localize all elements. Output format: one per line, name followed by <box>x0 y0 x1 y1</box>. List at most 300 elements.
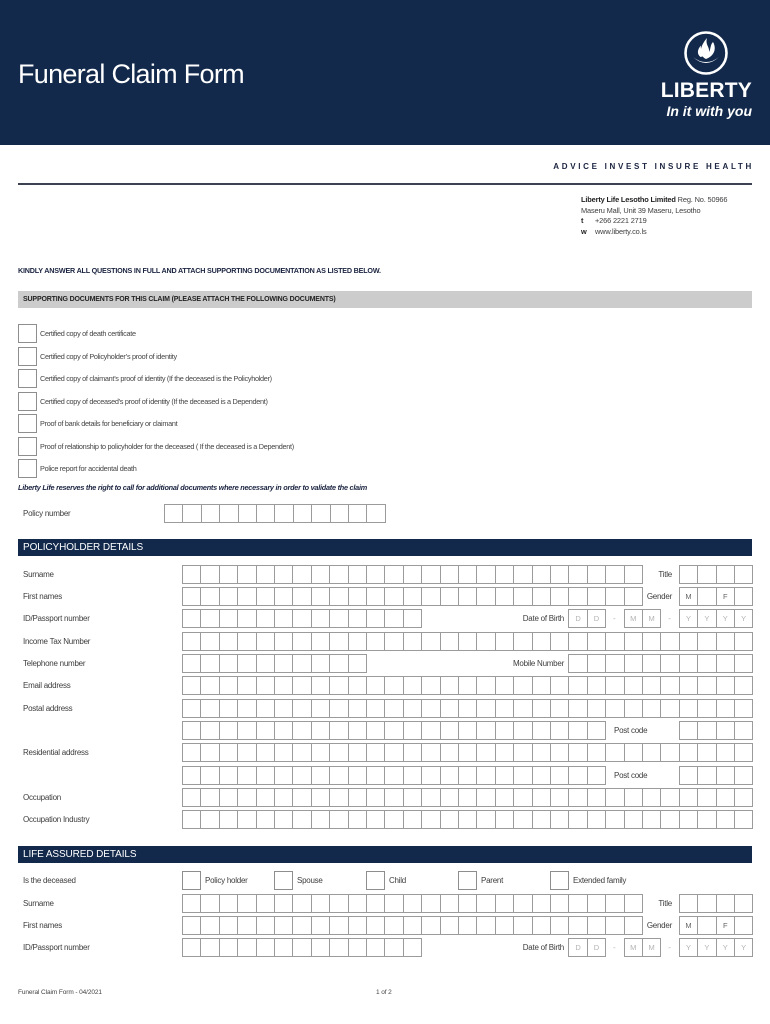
ph-title-boxes[interactable] <box>679 565 754 584</box>
la-id-boxes[interactable] <box>182 938 422 957</box>
ph-income-tax-box-3[interactable] <box>219 632 238 651</box>
la-first-names-box-16[interactable] <box>458 916 477 935</box>
la-surname-box-14[interactable] <box>421 894 440 913</box>
ph-email-box-7[interactable] <box>292 676 311 695</box>
la-surname-box-15[interactable] <box>440 894 459 913</box>
ph-email-box-4[interactable] <box>237 676 256 695</box>
ph-residential-line1-box-1[interactable] <box>182 743 201 762</box>
doc-checkbox[interactable] <box>18 459 37 478</box>
ph-occupation-industry-box-21[interactable] <box>550 810 569 829</box>
ph-occupation-industry-box-16[interactable] <box>458 810 477 829</box>
ph-first-names-box-23[interactable] <box>587 587 606 606</box>
ph-dob-month-box-1[interactable]: M <box>624 609 643 628</box>
ph-first-names-box-25[interactable] <box>624 587 643 606</box>
ph-first-names-box-17[interactable] <box>476 587 495 606</box>
option-policy-holder[interactable] <box>182 871 272 890</box>
ph-email-box-11[interactable] <box>366 676 385 695</box>
la-first-names-box-18[interactable] <box>495 916 514 935</box>
ph-occupation-industry-box-11[interactable] <box>366 810 385 829</box>
ph-postal-line1-box-11[interactable] <box>366 699 385 718</box>
ph-residential-line1-box-28[interactable] <box>679 743 698 762</box>
ph-residential-line2-box-21[interactable] <box>550 766 569 785</box>
ph-email-box-1[interactable] <box>182 676 201 695</box>
la-surname-box-8[interactable] <box>311 894 330 913</box>
la-first-names-box-7[interactable] <box>292 916 311 935</box>
ph-occupation-industry-box-25[interactable] <box>624 810 643 829</box>
ph-occupation-industry-box-6[interactable] <box>274 810 293 829</box>
ph-residential-line2-box-18[interactable] <box>495 766 514 785</box>
la-surname-box-22[interactable] <box>568 894 587 913</box>
ph-id-box-13[interactable] <box>403 609 422 628</box>
ph-residential-line1-boxes[interactable] <box>182 743 753 762</box>
la-title-box-4[interactable] <box>734 894 753 913</box>
doc-checkbox[interactable] <box>18 324 37 343</box>
ph-occupation-box-13[interactable] <box>403 788 422 807</box>
ph-postal-line2-box-4[interactable] <box>237 721 256 740</box>
ph-postal-line1-box-30[interactable] <box>716 699 735 718</box>
ph-residential-line1-box-4[interactable] <box>237 743 256 762</box>
ph-residential-line1-box-6[interactable] <box>274 743 293 762</box>
ph-postal-line1-box-1[interactable] <box>182 699 201 718</box>
ph-residential-line1-box-19[interactable] <box>513 743 532 762</box>
ph-email-boxes[interactable] <box>182 676 753 695</box>
ph-postal-line1-box-12[interactable] <box>384 699 403 718</box>
ph-occupation-industry-box-31[interactable] <box>734 810 753 829</box>
doc-item-bank-details[interactable] <box>18 414 538 433</box>
ph-residential-line2-box-6[interactable] <box>274 766 293 785</box>
ph-postal-line2-boxes[interactable] <box>182 721 606 740</box>
ph-occupation-industry-box-15[interactable] <box>440 810 459 829</box>
ph-postal-line2-box-19[interactable] <box>513 721 532 740</box>
ph-income-tax-box-17[interactable] <box>476 632 495 651</box>
la-surname-box-2[interactable] <box>200 894 219 913</box>
ph-occupation-industry-box-12[interactable] <box>384 810 403 829</box>
ph-gender-male-box[interactable]: M <box>679 587 698 606</box>
ph-postal-line1-box-5[interactable] <box>256 699 275 718</box>
ph-surname-box-16[interactable] <box>458 565 477 584</box>
la-first-names-box-23[interactable] <box>587 916 606 935</box>
extended-family-checkbox[interactable] <box>550 871 569 890</box>
ph-residential-line1-box-13[interactable] <box>403 743 422 762</box>
ph-occupation-box-2[interactable] <box>200 788 219 807</box>
la-id-box-12[interactable] <box>384 938 403 957</box>
ph-residential-line2-box-1[interactable] <box>182 766 201 785</box>
ph-mobile-box-3[interactable] <box>605 654 624 673</box>
ph-postal-line1-box-27[interactable] <box>660 699 679 718</box>
la-surname-box-17[interactable] <box>476 894 495 913</box>
ph-occupation-industry-box-17[interactable] <box>476 810 495 829</box>
ph-income-tax-box-2[interactable] <box>200 632 219 651</box>
ph-surname-box-14[interactable] <box>421 565 440 584</box>
ph-postal-line1-box-26[interactable] <box>642 699 661 718</box>
ph-email-box-20[interactable] <box>532 676 551 695</box>
ph-occupation-industry-box-14[interactable] <box>421 810 440 829</box>
ph-surname-box-4[interactable] <box>237 565 256 584</box>
ph-occupation-box-14[interactable] <box>421 788 440 807</box>
ph-income-tax-box-31[interactable] <box>734 632 753 651</box>
ph-occupation-boxes[interactable] <box>182 788 753 807</box>
ph-dob-day-box-2[interactable]: D <box>587 609 606 628</box>
la-first-names-box-22[interactable] <box>568 916 587 935</box>
ph-postal-line2-box-23[interactable] <box>587 721 606 740</box>
ph-mobile-box-1[interactable] <box>568 654 587 673</box>
ph-surname-box-6[interactable] <box>274 565 293 584</box>
la-dob-day-box-1[interactable]: D <box>568 938 587 957</box>
ph-income-tax-box-15[interactable] <box>440 632 459 651</box>
la-first-names-box-2[interactable] <box>200 916 219 935</box>
ph-first-names-box-4[interactable] <box>237 587 256 606</box>
ph-residential-line1-box-30[interactable] <box>716 743 735 762</box>
ph-residential-line1-box-5[interactable] <box>256 743 275 762</box>
policy-number-box-9[interactable] <box>311 504 330 523</box>
la-dob-year-box-1[interactable]: Y <box>679 938 698 957</box>
ph-income-tax-box-10[interactable] <box>348 632 367 651</box>
ph-first-names-box-11[interactable] <box>366 587 385 606</box>
la-surname-box-21[interactable] <box>550 894 569 913</box>
ph-occupation-industry-box-18[interactable] <box>495 810 514 829</box>
ph-postal-line1-box-31[interactable] <box>734 699 753 718</box>
ph-occupation-box-6[interactable] <box>274 788 293 807</box>
ph-occupation-industry-box-2[interactable] <box>200 810 219 829</box>
ph-occupation-box-30[interactable] <box>716 788 735 807</box>
option-child[interactable] <box>366 871 456 890</box>
ph-mobile-box-10[interactable] <box>734 654 753 673</box>
ph-dob-year-boxes[interactable] <box>679 609 754 628</box>
ph-residential-line1-box-17[interactable] <box>476 743 495 762</box>
la-surname-box-10[interactable] <box>348 894 367 913</box>
la-first-names-box-17[interactable] <box>476 916 495 935</box>
ph-postal-line2-box-15[interactable] <box>440 721 459 740</box>
ph-telephone-box-2[interactable] <box>200 654 219 673</box>
policy-number-box-5[interactable] <box>238 504 257 523</box>
la-id-box-8[interactable] <box>311 938 330 957</box>
la-first-names-box-9[interactable] <box>329 916 348 935</box>
ph-occupation-industry-box-29[interactable] <box>697 810 716 829</box>
ph-income-tax-box-25[interactable] <box>624 632 643 651</box>
ph-occupation-industry-box-7[interactable] <box>292 810 311 829</box>
ph-occupation-box-15[interactable] <box>440 788 459 807</box>
la-first-names-box-4[interactable] <box>237 916 256 935</box>
policy-number-box-4[interactable] <box>219 504 238 523</box>
ph-id-box-12[interactable] <box>384 609 403 628</box>
ph-postal-line2-box-12[interactable] <box>384 721 403 740</box>
ph-email-box-18[interactable] <box>495 676 514 695</box>
la-surname-box-3[interactable] <box>219 894 238 913</box>
ph-occupation-box-11[interactable] <box>366 788 385 807</box>
ph-first-names-box-1[interactable] <box>182 587 201 606</box>
ph-occupation-box-29[interactable] <box>697 788 716 807</box>
ph-occupation-industry-box-27[interactable] <box>660 810 679 829</box>
la-gender-male-box[interactable]: M <box>679 916 698 935</box>
spouse-checkbox[interactable] <box>274 871 293 890</box>
la-surname-box-7[interactable] <box>292 894 311 913</box>
ph-dob-month-box-2[interactable]: M <box>642 609 661 628</box>
la-surname-box-6[interactable] <box>274 894 293 913</box>
ph-occupation-industry-box-26[interactable] <box>642 810 661 829</box>
ph-surname-box-10[interactable] <box>348 565 367 584</box>
policy-number-box-3[interactable] <box>201 504 220 523</box>
ph-income-tax-box-28[interactable] <box>679 632 698 651</box>
ph-postal-line2-box-8[interactable] <box>311 721 330 740</box>
ph-email-box-2[interactable] <box>200 676 219 695</box>
ph-residential-line1-box-27[interactable] <box>660 743 679 762</box>
la-first-names-box-10[interactable] <box>348 916 367 935</box>
ph-first-names-box-22[interactable] <box>568 587 587 606</box>
ph-residential-line2-box-15[interactable] <box>440 766 459 785</box>
ph-occupation-industry-box-22[interactable] <box>568 810 587 829</box>
la-first-names-box-24[interactable] <box>605 916 624 935</box>
ph-email-box-29[interactable] <box>697 676 716 695</box>
ph-surname-box-1[interactable] <box>182 565 201 584</box>
ph-first-names-box-5[interactable] <box>256 587 275 606</box>
policy-number-box-2[interactable] <box>182 504 201 523</box>
ph-email-box-19[interactable] <box>513 676 532 695</box>
ph-income-tax-box-4[interactable] <box>237 632 256 651</box>
ph-id-box-4[interactable] <box>237 609 256 628</box>
ph-income-tax-box-22[interactable] <box>568 632 587 651</box>
la-title-box-1[interactable] <box>679 894 698 913</box>
ph-occupation-industry-boxes[interactable] <box>182 810 753 829</box>
ph-income-tax-box-29[interactable] <box>697 632 716 651</box>
ph-postal-line1-box-21[interactable] <box>550 699 569 718</box>
ph-surname-boxes[interactable] <box>182 565 643 584</box>
ph-dob-year-box-4[interactable]: Y <box>734 609 753 628</box>
ph-occupation-box-18[interactable] <box>495 788 514 807</box>
ph-income-tax-boxes[interactable] <box>182 632 753 651</box>
ph-income-tax-box-11[interactable] <box>366 632 385 651</box>
ph-email-box-31[interactable] <box>734 676 753 695</box>
ph-income-tax-box-16[interactable] <box>458 632 477 651</box>
ph-surname-box-3[interactable] <box>219 565 238 584</box>
la-first-names-box-12[interactable] <box>384 916 403 935</box>
doc-checkbox[interactable] <box>18 369 37 388</box>
ph-id-box-1[interactable] <box>182 609 201 628</box>
la-surname-boxes[interactable] <box>182 894 643 913</box>
ph-residential-code-box-3[interactable] <box>716 766 735 785</box>
ph-residential-line1-box-21[interactable] <box>550 743 569 762</box>
ph-occupation-box-25[interactable] <box>624 788 643 807</box>
ph-mobile-box-7[interactable] <box>679 654 698 673</box>
ph-dob-day-box-1[interactable]: D <box>568 609 587 628</box>
ph-dob-day-boxes[interactable] <box>568 609 606 628</box>
ph-dob-year-box-3[interactable]: Y <box>716 609 735 628</box>
ph-residential-line2-box-10[interactable] <box>348 766 367 785</box>
ph-income-tax-box-23[interactable] <box>587 632 606 651</box>
ph-postal-line1-box-29[interactable] <box>697 699 716 718</box>
ph-email-box-27[interactable] <box>660 676 679 695</box>
ph-email-box-25[interactable] <box>624 676 643 695</box>
ph-postal-line2-box-3[interactable] <box>219 721 238 740</box>
la-id-box-7[interactable] <box>292 938 311 957</box>
ph-postal-line1-box-16[interactable] <box>458 699 477 718</box>
child-checkbox[interactable] <box>366 871 385 890</box>
ph-residential-line1-box-22[interactable] <box>568 743 587 762</box>
policy-number-box-12[interactable] <box>366 504 385 523</box>
la-id-box-4[interactable] <box>237 938 256 957</box>
ph-residential-line2-box-14[interactable] <box>421 766 440 785</box>
ph-income-tax-box-18[interactable] <box>495 632 514 651</box>
ph-postal-line1-box-24[interactable] <box>605 699 624 718</box>
ph-first-names-box-12[interactable] <box>384 587 403 606</box>
policy-number-box-10[interactable] <box>330 504 349 523</box>
ph-first-names-box-20[interactable] <box>532 587 551 606</box>
ph-residential-line1-box-9[interactable] <box>329 743 348 762</box>
la-first-names-box-14[interactable] <box>421 916 440 935</box>
option-extended-family[interactable] <box>550 871 640 890</box>
la-title-box-3[interactable] <box>716 894 735 913</box>
ph-residential-line1-box-15[interactable] <box>440 743 459 762</box>
doc-checkbox[interactable] <box>18 392 37 411</box>
ph-residential-line1-box-20[interactable] <box>532 743 551 762</box>
ph-postal-line1-box-10[interactable] <box>348 699 367 718</box>
ph-id-box-7[interactable] <box>292 609 311 628</box>
la-first-names-box-8[interactable] <box>311 916 330 935</box>
doc-item-death-certificate[interactable] <box>18 324 538 343</box>
ph-surname-box-18[interactable] <box>495 565 514 584</box>
ph-surname-box-8[interactable] <box>311 565 330 584</box>
ph-id-box-2[interactable] <box>200 609 219 628</box>
ph-occupation-industry-box-8[interactable] <box>311 810 330 829</box>
la-first-names-box-3[interactable] <box>219 916 238 935</box>
ph-postal-line1-box-18[interactable] <box>495 699 514 718</box>
ph-postal-line2-box-11[interactable] <box>366 721 385 740</box>
ph-postal-line1-box-22[interactable] <box>568 699 587 718</box>
ph-id-box-10[interactable] <box>348 609 367 628</box>
doc-item-claimant-id[interactable] <box>18 369 538 388</box>
la-dob-year-box-3[interactable]: Y <box>716 938 735 957</box>
ph-surname-box-15[interactable] <box>440 565 459 584</box>
ph-postal-line2-box-1[interactable] <box>182 721 201 740</box>
ph-gender-male-tick-box[interactable] <box>697 587 716 606</box>
ph-first-names-box-9[interactable] <box>329 587 348 606</box>
ph-first-names-box-8[interactable] <box>311 587 330 606</box>
ph-mobile-box-8[interactable] <box>697 654 716 673</box>
ph-mobile-boxes[interactable] <box>568 654 753 673</box>
ph-residential-line2-box-8[interactable] <box>311 766 330 785</box>
ph-residential-code-box-1[interactable] <box>679 766 698 785</box>
ph-residential-line1-box-25[interactable] <box>624 743 643 762</box>
ph-postal-line1-box-14[interactable] <box>421 699 440 718</box>
ph-occupation-box-26[interactable] <box>642 788 661 807</box>
ph-residential-code-box-4[interactable] <box>734 766 753 785</box>
la-dob-year-box-4[interactable]: Y <box>734 938 753 957</box>
ph-first-names-box-13[interactable] <box>403 587 422 606</box>
ph-occupation-box-8[interactable] <box>311 788 330 807</box>
la-first-names-box-20[interactable] <box>532 916 551 935</box>
policy-number-box-1[interactable] <box>164 504 183 523</box>
ph-occupation-industry-box-5[interactable] <box>256 810 275 829</box>
la-surname-box-24[interactable] <box>605 894 624 913</box>
la-first-names-box-11[interactable] <box>366 916 385 935</box>
ph-first-names-box-6[interactable] <box>274 587 293 606</box>
ph-residential-line2-box-3[interactable] <box>219 766 238 785</box>
ph-gender-boxes[interactable] <box>679 587 754 606</box>
ph-income-tax-box-13[interactable] <box>403 632 422 651</box>
la-surname-box-9[interactable] <box>329 894 348 913</box>
ph-postal-line1-box-23[interactable] <box>587 699 606 718</box>
la-id-box-1[interactable] <box>182 938 201 957</box>
ph-first-names-box-24[interactable] <box>605 587 624 606</box>
ph-id-box-3[interactable] <box>219 609 238 628</box>
ph-residential-line2-box-20[interactable] <box>532 766 551 785</box>
ph-residential-line1-box-7[interactable] <box>292 743 311 762</box>
ph-mobile-box-6[interactable] <box>660 654 679 673</box>
ph-email-box-16[interactable] <box>458 676 477 695</box>
ph-occupation-box-3[interactable] <box>219 788 238 807</box>
ph-income-tax-box-7[interactable] <box>292 632 311 651</box>
la-first-names-box-13[interactable] <box>403 916 422 935</box>
ph-first-names-box-18[interactable] <box>495 587 514 606</box>
ph-occupation-industry-box-19[interactable] <box>513 810 532 829</box>
la-first-names-box-1[interactable] <box>182 916 201 935</box>
ph-postal-line2-box-17[interactable] <box>476 721 495 740</box>
ph-occupation-industry-box-24[interactable] <box>605 810 624 829</box>
ph-residential-line2-box-5[interactable] <box>256 766 275 785</box>
ph-residential-line2-box-2[interactable] <box>200 766 219 785</box>
ph-email-box-17[interactable] <box>476 676 495 695</box>
ph-dob-month-boxes[interactable] <box>624 609 662 628</box>
ph-first-names-box-7[interactable] <box>292 587 311 606</box>
ph-telephone-box-5[interactable] <box>256 654 275 673</box>
la-first-names-box-21[interactable] <box>550 916 569 935</box>
la-first-names-box-5[interactable] <box>256 916 275 935</box>
ph-postal-line1-box-7[interactable] <box>292 699 311 718</box>
ph-id-box-9[interactable] <box>329 609 348 628</box>
ph-telephone-box-4[interactable] <box>237 654 256 673</box>
la-surname-box-20[interactable] <box>532 894 551 913</box>
la-first-names-box-19[interactable] <box>513 916 532 935</box>
ph-email-box-10[interactable] <box>348 676 367 695</box>
ph-residential-line2-box-23[interactable] <box>587 766 606 785</box>
la-dob-month-boxes[interactable] <box>624 938 662 957</box>
la-id-box-2[interactable] <box>200 938 219 957</box>
ph-income-tax-box-9[interactable] <box>329 632 348 651</box>
ph-income-tax-box-21[interactable] <box>550 632 569 651</box>
ph-surname-box-12[interactable] <box>384 565 403 584</box>
ph-occupation-box-5[interactable] <box>256 788 275 807</box>
ph-first-names-box-10[interactable] <box>348 587 367 606</box>
ph-income-tax-box-5[interactable] <box>256 632 275 651</box>
ph-surname-box-13[interactable] <box>403 565 422 584</box>
la-id-box-6[interactable] <box>274 938 293 957</box>
ph-telephone-box-3[interactable] <box>219 654 238 673</box>
la-surname-box-5[interactable] <box>256 894 275 913</box>
ph-postal-line2-box-2[interactable] <box>200 721 219 740</box>
ph-postal-line2-box-20[interactable] <box>532 721 551 740</box>
ph-occupation-box-19[interactable] <box>513 788 532 807</box>
ph-income-tax-box-20[interactable] <box>532 632 551 651</box>
ph-occupation-industry-box-28[interactable] <box>679 810 698 829</box>
ph-title-box-1[interactable] <box>679 565 698 584</box>
ph-surname-box-9[interactable] <box>329 565 348 584</box>
ph-postal-line1-box-3[interactable] <box>219 699 238 718</box>
la-gender-female-tick-box[interactable] <box>734 916 753 935</box>
ph-residential-line1-box-23[interactable] <box>587 743 606 762</box>
ph-telephone-box-10[interactable] <box>348 654 367 673</box>
ph-occupation-box-12[interactable] <box>384 788 403 807</box>
ph-email-box-24[interactable] <box>605 676 624 695</box>
ph-email-box-14[interactable] <box>421 676 440 695</box>
ph-surname-box-25[interactable] <box>624 565 643 584</box>
la-id-box-11[interactable] <box>366 938 385 957</box>
la-dob-day-boxes[interactable] <box>568 938 606 957</box>
la-title-box-2[interactable] <box>697 894 716 913</box>
la-surname-box-18[interactable] <box>495 894 514 913</box>
ph-mobile-box-5[interactable] <box>642 654 661 673</box>
ph-income-tax-box-1[interactable] <box>182 632 201 651</box>
ph-surname-box-11[interactable] <box>366 565 385 584</box>
company-website[interactable]: www.liberty.co.ls <box>595 227 647 237</box>
